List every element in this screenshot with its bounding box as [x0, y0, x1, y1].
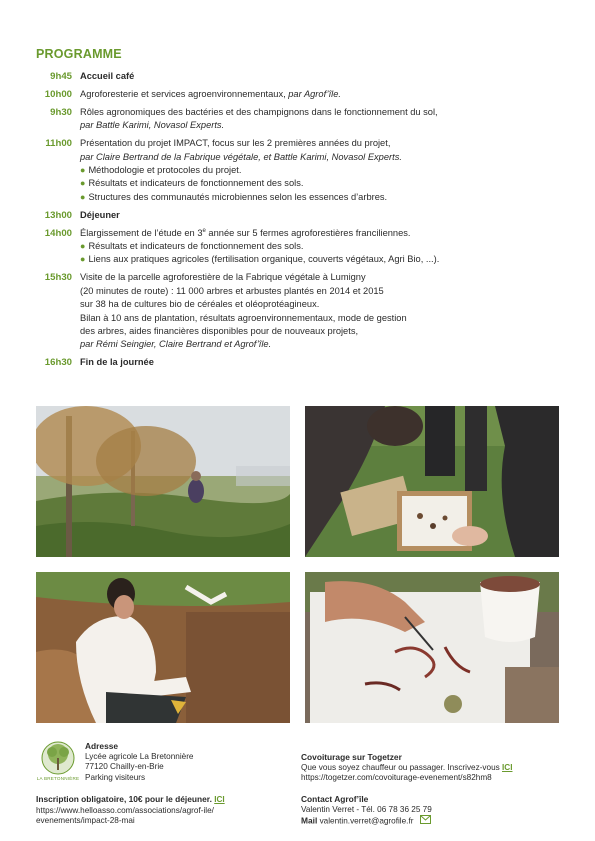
programme-heading: PROGRAMME — [36, 47, 122, 61]
soil-pit-photo — [36, 572, 290, 723]
inscription-title: Inscription obligatoire, 10€ pour le déjeuner. — [36, 794, 212, 804]
programme-item — [30, 88, 570, 101]
programme-item — [30, 70, 570, 83]
item-speakers: par Claire Bertrand de la Fabrique végétale, et Battle Karimi, Novasol Experts. — [80, 151, 402, 162]
item-title: Présentation du projet IMPACT, focus sur les 2 premières années du projet, — [80, 138, 391, 149]
inscription-url[interactable]: https://www.helloasso.com/associations/agrof-ile/ — [36, 805, 214, 815]
item-time: 13h00 — [44, 209, 72, 221]
item-bullet: ● Liens aux pratiques agricoles (fertilisation organique, couverts végétaux, Agri Bio, ...). — [80, 254, 440, 265]
item-line: (20 minutes de route) : 11 000 arbres et arbustes plantés en 2014 et 2015 — [80, 285, 384, 296]
item-speakers: par Battle Karimi, Novasol Experts. — [80, 120, 225, 131]
bullet-dot-icon: ● — [80, 164, 86, 175]
item-title: Accueil café — [80, 71, 135, 81]
inscription-link[interactable]: ICI — [214, 795, 225, 804]
item-time: 9h30 — [50, 106, 72, 118]
item-bullet: ● Résultats et indicateurs de fonctionnement des sols. — [80, 240, 304, 251]
inscription-block — [36, 794, 225, 827]
contact-email[interactable]: valentin.verret@agrofile.fr — [319, 816, 414, 826]
item-time: 11h00 — [45, 138, 72, 150]
bullet-dot-icon: ● — [80, 254, 86, 265]
covoiturage-link[interactable]: ICI — [502, 762, 513, 772]
address-line: 77120 Chailly-en-Brie — [85, 762, 164, 772]
bullet-dot-icon: ● — [80, 191, 86, 202]
programme-item — [30, 356, 570, 369]
covoiturage-title: Covoiturage sur Togetzer — [301, 752, 402, 762]
inscription-url[interactable]: evenements/impact-28-mai — [36, 816, 135, 826]
bullet-dot-icon: ● — [80, 178, 86, 189]
bullet-dot-icon: ● — [80, 240, 86, 251]
contact-title: Contact Agrof’île — [301, 794, 369, 804]
item-time: 10h00 — [44, 88, 72, 100]
item-title: Élargissement de l’étude en 3e année sur 5 fermes agroforestières franciliennes. — [80, 227, 411, 238]
item-speakers: par Rémi Seingier, Claire Bertrand et Agrof’île. — [80, 339, 272, 350]
item-line: des arbres, aides financières disponibles pour de nouveaux projets, — [80, 325, 359, 336]
item-title: Rôles agronomiques des bactéries et des champignons dans le fonctionnement du sol, — [80, 106, 438, 117]
address-line: Parking visiteurs — [85, 772, 146, 782]
item-bullet: ● Structures des communautés microbiennes selon les essences d’arbres. — [80, 191, 388, 202]
programme-item — [30, 137, 570, 204]
address-line: Lycée agricole La Bretonnière — [85, 751, 194, 761]
item-time: 15h30 — [44, 272, 72, 284]
item-bullet: ● Résultats et indicateurs de fonctionnement des sols. — [80, 178, 304, 189]
soil-sampling-photo — [305, 406, 559, 557]
envelope-icon[interactable] — [420, 815, 431, 828]
covoiturage-text: Que vous soyez chauffeur ou passager. Inscrivez-vous — [301, 762, 500, 772]
item-line: sur 38 ha de cultures bio de céréales et oléoprotéagineux. — [80, 299, 320, 310]
programme-item — [30, 271, 570, 351]
item-time: 16h30 — [44, 357, 72, 369]
covoiturage-url[interactable]: https://togetzer.com/covoiturage-evenement/s82hm8 — [301, 773, 492, 783]
item-title: Déjeuner — [80, 209, 120, 220]
item-time: 9h45 — [50, 71, 72, 82]
logo-label: LA BRETONNIÈRE — [36, 776, 80, 781]
item-time: 14h00 — [44, 227, 72, 239]
lycee-logo — [36, 740, 80, 788]
item-line: Visite de la parcelle agroforestière de la Fabrique végétale à Lumigny — [80, 272, 366, 283]
covoiturage-block — [301, 752, 512, 784]
programme-item — [30, 209, 570, 222]
item-speakers: par Agrof’île. — [288, 88, 341, 99]
item-title: Fin de la journée — [80, 357, 154, 368]
earthworms-photo — [305, 572, 559, 723]
mail-label: Mail — [301, 815, 318, 826]
programme-item — [30, 227, 570, 267]
item-title: Agroforesterie et services agroenvironnementaux, — [80, 88, 289, 99]
address-title: Adresse — [85, 741, 119, 751]
agroforestry-field-photo — [36, 406, 290, 557]
programme-item — [30, 106, 570, 133]
address-block — [85, 741, 193, 783]
contact-phone: Valentin Verret - Tél. 06 78 36 25 79 — [301, 804, 432, 814]
item-line: Bilan à 10 ans de plantation, résultats agroenvironnementaux, mode de gestion — [80, 312, 407, 323]
programme-list — [30, 70, 570, 374]
contact-block — [301, 794, 432, 828]
item-bullet: ● Méthodologie et protocoles du projet. — [80, 164, 242, 175]
